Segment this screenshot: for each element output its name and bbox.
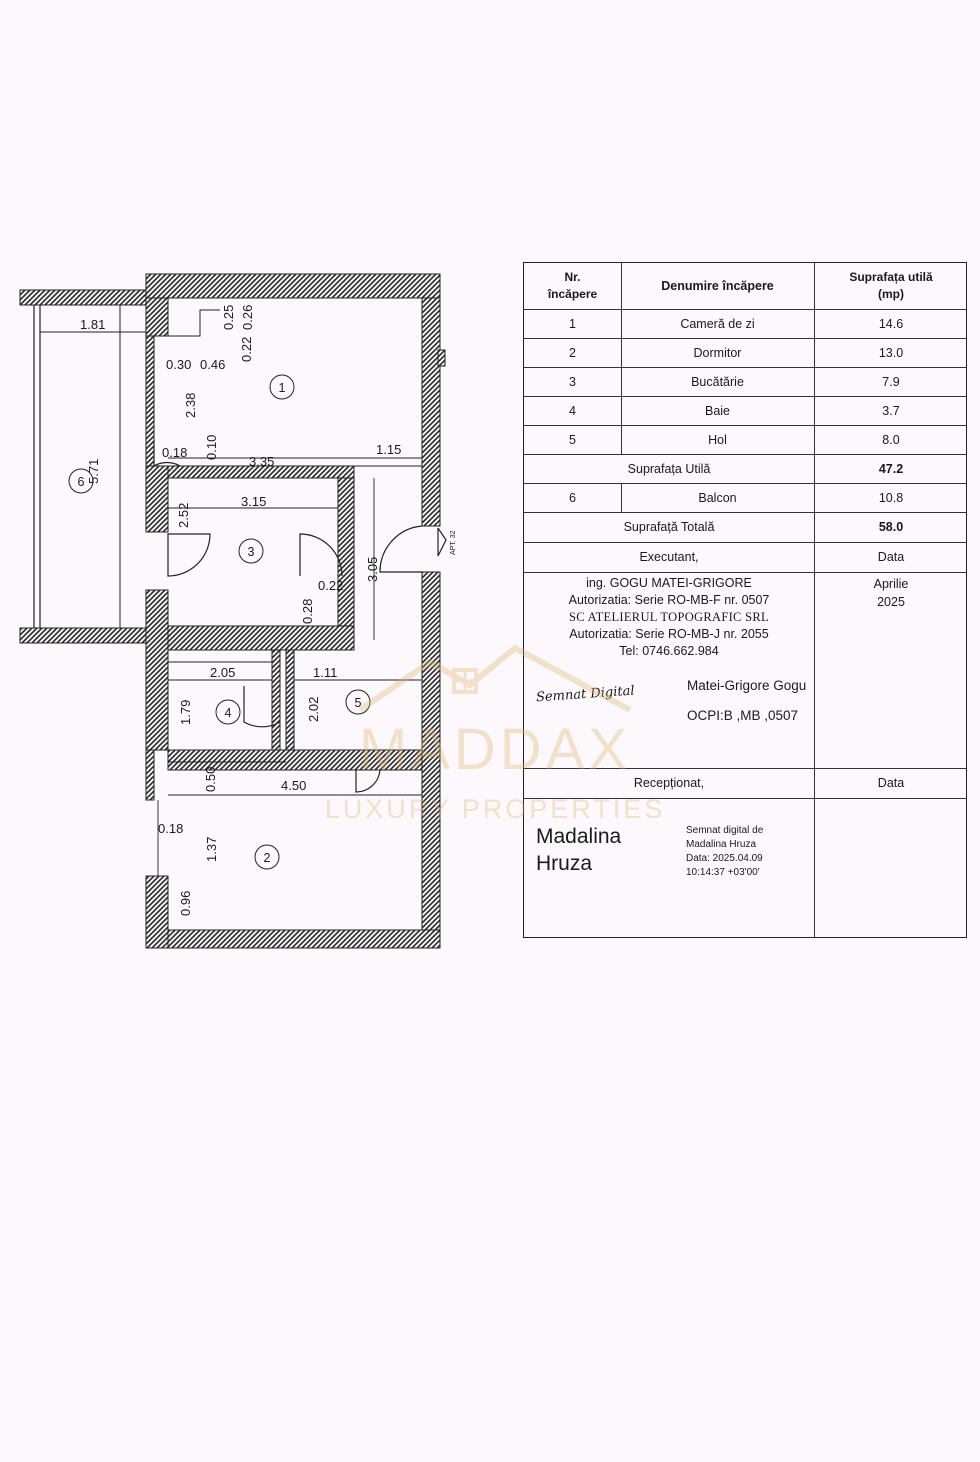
room-label-4: 4 xyxy=(224,706,232,720)
header-nr xyxy=(524,263,621,309)
table-row xyxy=(524,396,966,426)
row-area: 8.0 xyxy=(882,432,900,447)
room-label-6: 6 xyxy=(77,475,85,489)
table-row xyxy=(524,338,966,368)
dim-label-vertical: 2.02 xyxy=(306,696,321,722)
row-area: 3.7 xyxy=(882,403,900,418)
dim-label: 1.11 xyxy=(313,665,338,680)
column-divider xyxy=(621,483,622,512)
room-label-3: 3 xyxy=(247,545,255,559)
useful-area-row xyxy=(524,454,966,484)
header-nr-line2: încăpere xyxy=(547,287,598,301)
row-name: Bucătărie xyxy=(691,374,744,389)
executant-phone: Tel: 0746.662.984 xyxy=(619,644,719,658)
area-table xyxy=(523,262,967,938)
signer-ocpi: OCPI:B ,MB ,0507 xyxy=(687,708,799,723)
row-area: 10.8 xyxy=(878,490,904,505)
row-name: Hol xyxy=(708,432,727,447)
date-month: Aprilie xyxy=(873,577,909,591)
row-nr: 4 xyxy=(569,403,576,418)
dim-label-vertical: 0.22 xyxy=(239,336,254,362)
header-area-line2: (mp) xyxy=(878,287,904,301)
receiver-first-name: Madalina xyxy=(536,825,622,848)
row-nr: 2 xyxy=(569,345,576,360)
receiver-sig-line: Madalina Hruza xyxy=(686,839,757,850)
receiver-name xyxy=(536,823,621,877)
row-name: Dormitor xyxy=(693,345,742,360)
table-row xyxy=(524,425,966,455)
company-authorization: Autorizatia: Serie RO-MB-J nr. 2055 xyxy=(569,627,769,641)
walls xyxy=(146,274,445,948)
row-nr: 1 xyxy=(569,316,576,331)
table-row-balcony xyxy=(524,483,966,513)
dim-label: 4.50 xyxy=(281,778,307,793)
row-area: 14.6 xyxy=(878,316,904,331)
row-nr: 6 xyxy=(569,490,576,505)
row-nr: 5 xyxy=(569,432,576,447)
row-name: Balcon xyxy=(698,490,737,505)
dim-label: 0.18 xyxy=(158,821,184,836)
room-label-2: 2 xyxy=(263,851,271,865)
header-name: Denumire încăpere xyxy=(661,279,774,293)
dim-label: 0.18 xyxy=(162,445,188,460)
header-nr-line1: Nr. xyxy=(564,270,581,284)
executant-header-row xyxy=(524,542,966,573)
dim-label-vertical: 0.10 xyxy=(204,434,219,460)
table-header-row xyxy=(524,263,966,310)
dim-label-vertical: 0.96 xyxy=(178,890,193,916)
signer-block xyxy=(687,671,806,731)
table-row xyxy=(524,309,966,339)
executant-company: SC ATELIERUL TOPOGRAFIC SRL xyxy=(569,610,769,624)
useful-area-value: 47.2 xyxy=(878,461,904,476)
total-area-row xyxy=(524,512,966,543)
receiver-digital-signature xyxy=(686,824,763,880)
receiver-last-name: Hruza xyxy=(536,852,593,875)
watermark-subtitle: LUXURY PROPERTIES xyxy=(324,794,666,824)
header-area xyxy=(814,263,968,309)
signer-name: Matei-Grigore Gogu xyxy=(687,678,807,693)
receiver-sig-line: Semnat digital de xyxy=(686,825,764,836)
dim-label: 3.15 xyxy=(241,494,267,509)
digital-signature: Semnat Digital xyxy=(535,683,636,706)
dim-label: 2.05 xyxy=(210,665,236,680)
receiver-sig-line: Data: 2025.04.09 xyxy=(686,853,763,864)
row-nr: 3 xyxy=(569,374,576,389)
total-area-value: 58.0 xyxy=(878,520,904,534)
row-area: 7.9 xyxy=(882,374,900,389)
receiver-sig-line: 10:14:37 +03'00' xyxy=(686,867,760,878)
dim-label-vertical: 1.37 xyxy=(204,836,219,862)
data-label-2: Data xyxy=(877,776,905,790)
dim-label-vertical: 0.25 xyxy=(221,304,236,330)
executant-name: ing. GOGU MATEI-GRIGORE xyxy=(586,576,752,590)
dim-label: 1.15 xyxy=(376,442,402,457)
executant-label: Executant, xyxy=(639,550,699,564)
dim-label: 1.81 xyxy=(80,317,106,332)
watermark-title: MADDAX xyxy=(358,717,632,782)
dim-label: 0.22 xyxy=(318,578,344,593)
dim-label-vertical: 2.52 xyxy=(176,502,191,528)
room-label-1: 1 xyxy=(278,381,286,395)
row-name: Cameră de zi xyxy=(680,316,755,331)
date-year: 2025 xyxy=(877,595,905,609)
receptionat-header-row xyxy=(524,768,966,799)
receptionat-label: Recepționat, xyxy=(633,776,705,790)
row-area: 13.0 xyxy=(878,345,904,360)
dim-label-vertical: 2.38 xyxy=(183,392,198,418)
balcony xyxy=(20,290,146,643)
dim-label-vertical: 0.50 xyxy=(203,766,218,792)
dim-label: 0.30 xyxy=(166,357,192,372)
dim-label-vertical: 3.05 xyxy=(365,556,380,582)
dim-label: 0.46 xyxy=(200,357,226,372)
executant-details xyxy=(524,575,814,660)
dim-label-vertical: 1.79 xyxy=(178,699,193,725)
header-area-line1: Suprafața utilă xyxy=(849,270,933,284)
row-name: Baie xyxy=(704,403,731,418)
useful-area-label: Suprafața Utilă xyxy=(627,461,711,476)
dim-label-vertical: 0.28 xyxy=(300,598,315,624)
column-divider xyxy=(814,263,815,937)
entrance-label: APT. 32 xyxy=(450,530,457,555)
dim-label: 3.35 xyxy=(249,454,275,469)
room-label-5: 5 xyxy=(354,696,362,710)
total-area-label: Suprafață Totală xyxy=(623,520,715,534)
data-label: Data xyxy=(877,550,905,564)
table-row xyxy=(524,367,966,397)
dim-label-vertical: 0.26 xyxy=(240,304,255,330)
column-divider xyxy=(621,263,622,454)
executant-authorization: Autorizatia: Serie RO-MB-F nr. 0507 xyxy=(568,593,770,607)
executant-date xyxy=(814,575,968,611)
dim-label-vertical: 5.71 xyxy=(86,458,101,484)
